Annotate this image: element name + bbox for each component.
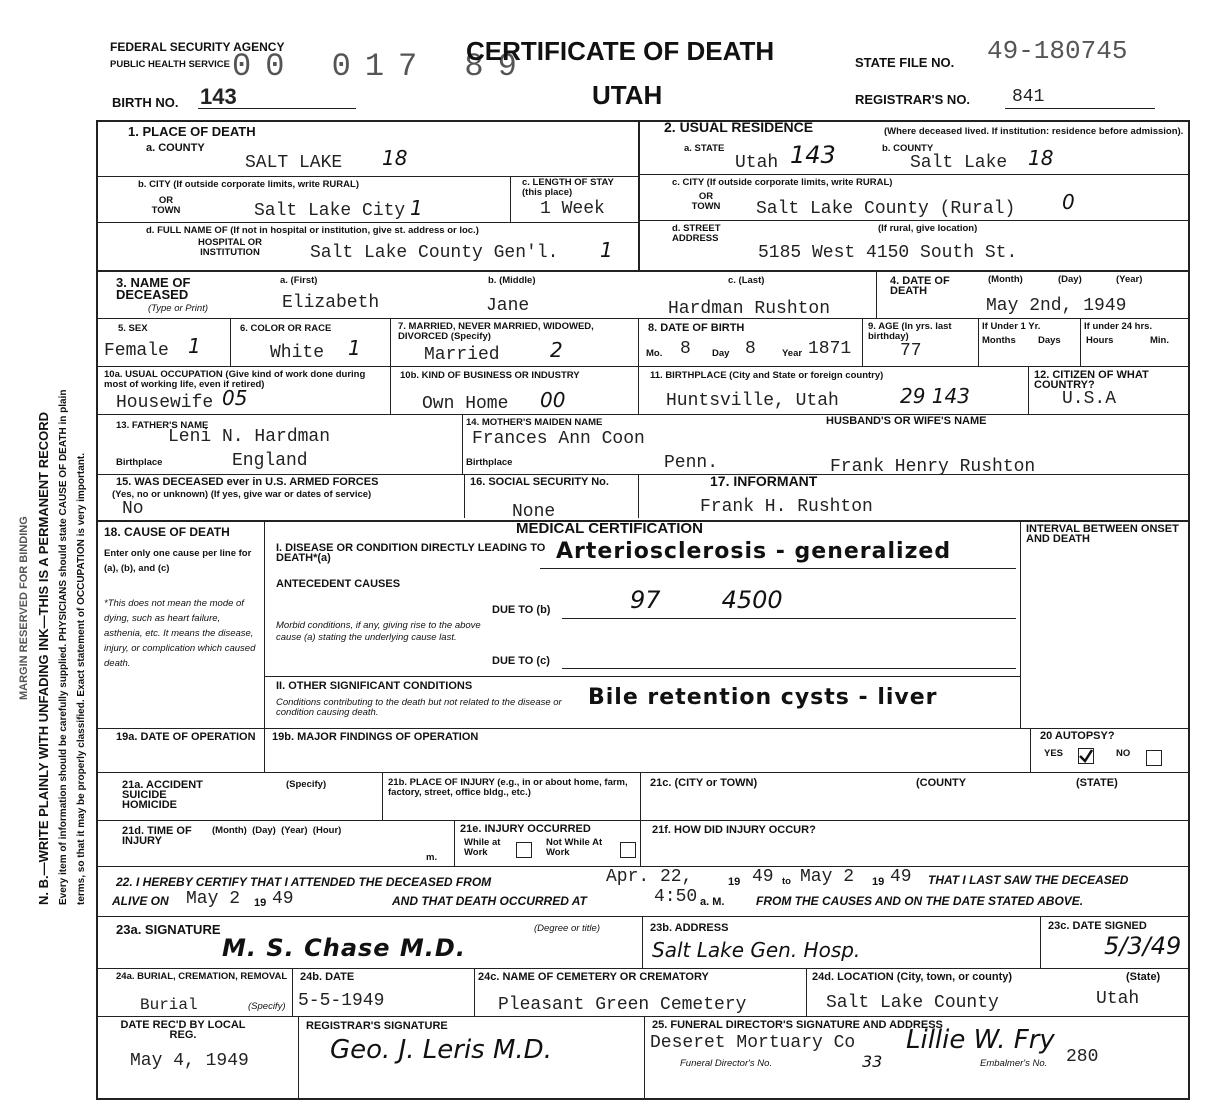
dob-mo-label: Mo. <box>646 348 663 359</box>
alive-on-label: ALIVE ON <box>112 894 169 908</box>
hospital-sublabel: HOSPITAL OR INSTITUTION <box>197 237 263 258</box>
due-b-label: DUE TO (b) <box>492 604 551 616</box>
physician-signature: M. S. Chase M.D. <box>222 934 466 962</box>
mother-birthplace-label: Birthplace <box>466 457 513 468</box>
citizen-value: U.S.A <box>1062 389 1117 409</box>
injury-time-label: 21d. TIME OF INJURY <box>122 825 192 847</box>
cert-19-b: 19 <box>872 876 885 888</box>
father-birthplace: England <box>232 451 308 471</box>
dob-month: 8 <box>680 339 691 359</box>
not-while-checkbox[interactable] <box>620 842 636 858</box>
injury-place-label: 21b. PLACE OF INJURY (e.g., in or about home, farm, factory, street, office bldg., etc.) <box>388 777 628 798</box>
occupation-value: Housewife <box>116 393 214 413</box>
dob-year: 1871 <box>808 339 852 359</box>
sex-code: 1 <box>188 334 201 358</box>
name-label: 3. NAME OF DECEASED <box>116 275 191 302</box>
state-title: UTAH <box>592 80 663 110</box>
death-day-label: (Day) <box>1058 274 1082 285</box>
injury-state-label: (STATE) <box>1076 777 1118 789</box>
part2-note: Conditions contributing to the death but not related to the disease or condition causing death. <box>276 697 562 718</box>
registrar-sig-label: REGISTRAR'S SIGNATURE <box>306 1020 448 1032</box>
birthplace-code: 29 143 <box>900 384 970 408</box>
mother-name: Frances Ann Coon <box>472 429 645 449</box>
industry-code: 00 <box>540 388 566 412</box>
state-file-label: STATE FILE NO. <box>855 55 955 70</box>
burial-specify: (Specify) <box>248 1001 286 1012</box>
while-at-work: While at Work <box>464 837 501 858</box>
dob-year-label: Year <box>782 348 803 359</box>
birthplace-value: Huntsville, Utah <box>666 391 839 411</box>
res-state-code: 143 <box>790 141 836 169</box>
autopsy-no-label: NO <box>1116 748 1131 759</box>
mother-birthplace: Penn. <box>664 453 719 473</box>
death-time: 4:50 <box>654 887 698 907</box>
medical-title: MEDICAL CERTIFICATION <box>516 520 703 537</box>
res-state-label: a. STATE <box>684 143 725 154</box>
hospital-name: Salt Lake County Gen'l. <box>310 243 559 263</box>
mother-label: 14. MOTHER'S MAIDEN NAME <box>466 417 603 428</box>
alive-on-year: 49 <box>272 889 294 909</box>
death-city-code: 1 <box>410 196 423 220</box>
registrar-signature: Geo. J. Leris M.D. <box>330 1035 552 1065</box>
res-city: Salt Lake County (Rural) <box>756 199 1016 219</box>
death-county: SALT LAKE <box>245 153 343 173</box>
embalmer-no: 280 <box>1066 1047 1099 1067</box>
embalmer-label: Embalmer's No. <box>980 1058 1048 1069</box>
res-street: 5185 West 4150 South St. <box>758 243 1018 263</box>
informant-label: 17. INFORMANT <box>710 473 818 489</box>
cause-label: 18. CAUSE OF DEATH <box>104 525 230 539</box>
part2-label: II. OTHER SIGNIFICANT CONDITIONS <box>276 680 473 692</box>
death-year-label: (Year) <box>1116 274 1143 285</box>
cert-text-2: THAT I LAST SAW THE DECEASED <box>928 873 1129 887</box>
other-conditions: Bile retention cysts - liver <box>588 685 938 710</box>
recd-date: May 4, 1949 <box>130 1051 249 1071</box>
residence-note: (Where deceased lived. If institution: residence before admission). <box>884 126 1184 137</box>
death-date-label: 4. DATE OF DEATH <box>890 275 950 297</box>
fd-no-label: Funeral Director's No. <box>680 1058 773 1069</box>
months-label: Months <box>982 335 1016 346</box>
ssn-value: None <box>512 502 556 522</box>
name-sublabel: (Type or Print) <box>148 303 209 314</box>
color-code: 1 <box>348 336 361 360</box>
city-or-town: OR TOWN <box>151 195 181 216</box>
margin-notice: N. B.—WRITE PLAINLY WITH UNFADING INK—THIS IS A PERMANENT RECORD <box>36 411 51 905</box>
cert-text-3: FROM THE CAUSES AND ON THE DATE STATED ABOVE. <box>756 894 1084 908</box>
forces-note: (Yes, no or unknown) (If yes, give war or dates of service) <box>112 489 372 500</box>
agency-label: FEDERAL SECURITY AGENCY <box>110 40 285 54</box>
burial-value: Burial <box>140 996 198 1014</box>
margin-binding: MARGIN RESERVED FOR BINDING <box>18 516 30 700</box>
due-c-label: DUE TO (c) <box>492 655 550 667</box>
death-city: Salt Lake City <box>254 201 406 221</box>
days-label: Days <box>1038 335 1061 346</box>
funeral-director-label: 25. FUNERAL DIRECTOR'S SIGNATURE AND ADDRESS <box>652 1019 943 1031</box>
cause-a: Arteriosclerosis - generalized <box>556 539 952 564</box>
death-county-code: 18 <box>382 146 408 170</box>
part1-label: I. DISEASE OR CONDITION DIRECTLY LEADING TO DEATH*(a) <box>276 542 546 564</box>
res-county-code: 18 <box>1028 146 1054 170</box>
marital-value: Married <box>424 345 500 365</box>
death-month-label: (Month) <box>988 274 1023 285</box>
cause-b: 97 4500 <box>630 586 783 614</box>
forces-label: 15. WAS DECEASED ever in U.S. ARMED FORCES <box>116 476 379 488</box>
injury-county-label: (COUNTY <box>916 777 967 789</box>
dob-label: 8. DATE OF BIRTH <box>648 322 745 334</box>
funeral-director-code: 33 <box>862 1052 883 1071</box>
forces-value: No <box>122 499 144 519</box>
attended-from-year: 49 <box>752 867 774 887</box>
accident-label: 21a. ACCIDENT SUICIDE HOMICIDE <box>122 779 203 811</box>
funeral-director: Deseret Mortuary Co <box>650 1033 856 1053</box>
not-while-at-work: Not While At Work <box>546 837 603 858</box>
place-of-death-label: 1. PLACE OF DEATH <box>128 124 256 139</box>
burial-label: 24a. BURIAL, CREMATION, REMOVAL <box>116 971 288 982</box>
res-county: Salt Lake <box>910 153 1008 173</box>
occupation-code: 05 <box>222 386 248 410</box>
stay-label: c. LENGTH OF STAY (this place) <box>522 177 614 198</box>
cert-19-a: 19 <box>728 876 741 888</box>
under24-label: If under 24 hrs. <box>1084 321 1153 332</box>
industry-label: 10b. KIND OF BUSINESS OR INDUSTRY <box>400 370 580 381</box>
cert-address-label: 23b. ADDRESS <box>650 922 729 934</box>
death-occurred-text: AND THAT DEATH OCCURRED AT <box>392 894 587 908</box>
date-signed: 5/3/49 <box>1104 932 1182 960</box>
burial-state: Utah <box>1096 989 1140 1009</box>
cert-address: Salt Lake Gen. Hosp. <box>652 938 861 962</box>
degree-label: (Degree or title) <box>534 923 600 934</box>
marital-label: 7. MARRIED, NEVER MARRIED, WIDOWED, DIVORCED (Specify) <box>398 321 594 342</box>
father-birthplace-label: Birthplace <box>116 457 163 468</box>
length-of-stay: 1 Week <box>540 199 605 219</box>
alive-on: May 2 <box>186 889 241 909</box>
res-county-label: b. COUNTY <box>882 143 934 154</box>
attended-to: May 2 <box>800 867 855 887</box>
stamped-number: 00 017 89 <box>232 48 531 85</box>
hours-label: Hours <box>1086 335 1114 346</box>
margin-instructions-2: terms, so that it may be properly classified. Exact statement of OCCUPATION is very important. <box>76 453 87 905</box>
accident-specify: (Specify) <box>286 779 327 790</box>
cemetery-value: Pleasant Green Cemetery <box>498 995 747 1015</box>
state-file-no: 49-180745 <box>987 36 1128 66</box>
service-label: PUBLIC HEALTH SERVICE <box>110 59 230 70</box>
cert-to-label: to <box>782 876 791 887</box>
color-label: 6. COLOR OR RACE <box>240 323 332 334</box>
birth-no-label: BIRTH NO. <box>112 95 179 110</box>
antecedent-label: ANTECEDENT CAUSES <box>276 578 401 590</box>
death-am: a. M. <box>700 896 725 908</box>
autopsy-yes-label: YES <box>1044 748 1064 759</box>
street-note: (If rural, give location) <box>878 223 978 234</box>
age-label: 9. AGE (In yrs. last birthday) <box>868 321 952 342</box>
while-at-work-checkbox[interactable] <box>516 842 532 858</box>
city-label: b. CITY (If outside corporate limits, write RURAL) <box>138 179 359 190</box>
cause-instruction: Enter only one cause per line for (a), (b), and (c) <box>104 548 252 574</box>
middle-label: b. (Middle) <box>488 275 536 286</box>
autopsy-no-checkbox[interactable] <box>1146 750 1162 766</box>
injury-city-label: 21c. (CITY or TOWN) <box>650 777 758 789</box>
county-label: a. COUNTY <box>146 142 205 154</box>
father-name: Leni N. Hardman <box>168 427 331 447</box>
last-label: c. (Last) <box>728 275 765 286</box>
date-signed-label: 23c. DATE SIGNED <box>1048 920 1147 932</box>
min-label: Min. <box>1150 335 1169 346</box>
birth-no: 143 <box>200 84 237 109</box>
cause-note: *This does not mean the mode of dying, such as heart failure, asthenia, etc. It means the disease, injury, or complication which caused death. <box>104 598 256 669</box>
father-label: 13. FATHER'S NAME <box>116 420 209 431</box>
cert-19-c: 19 <box>254 897 267 909</box>
burial-state-label: (State) <box>1126 971 1161 983</box>
recd-label: DATE REC'D BY LOCAL REG. <box>120 1019 246 1041</box>
first-name: Elizabeth <box>282 293 380 313</box>
signature-label: 23a. SIGNATURE <box>116 922 221 937</box>
how-injury-label: 21f. HOW DID INJURY OCCUR? <box>652 824 816 836</box>
informant-value: Frank H. Rushton <box>700 497 873 517</box>
first-label: a. (First) <box>280 275 318 286</box>
under1-label: If Under 1 Yr. <box>982 321 1041 332</box>
color-value: White <box>270 343 325 363</box>
funeral-director-signature: Lillie W. Fry <box>906 1025 1055 1055</box>
injury-time-cols: (Month) (Day) (Year) (Hour) <box>212 825 342 836</box>
residence-label: 2. USUAL RESIDENCE <box>664 119 814 135</box>
spouse-label: HUSBAND'S OR WIFE'S NAME <box>826 415 987 427</box>
injury-m-label: m. <box>426 852 438 863</box>
dob-day-label: Day <box>712 348 730 359</box>
check-icon <box>1079 749 1093 763</box>
burial-location-label: 24d. LOCATION (City, town, or county) <box>812 971 1013 983</box>
autopsy-label: 20 AUTOPSY? <box>1040 730 1115 742</box>
middle-name: Jane <box>486 296 530 316</box>
ssn-label: 16. SOCIAL SECURITY No. <box>470 476 609 488</box>
burial-location: Salt Lake County <box>826 993 999 1013</box>
burial-date: 5-5-1949 <box>298 991 385 1011</box>
autopsy-yes-checkbox[interactable] <box>1078 748 1094 764</box>
registrar-label: REGISTRAR'S NO. <box>855 92 971 107</box>
op-findings-label: 19b. MAJOR FINDINGS OF OPERATION <box>272 731 479 743</box>
industry-value: Own Home <box>422 394 509 414</box>
attended-from: Apr. 22, <box>606 867 693 887</box>
op-date-label: 19a. DATE OF OPERATION <box>116 731 256 743</box>
certificate-title: CERTIFICATE OF DEATH <box>466 36 775 66</box>
marital-code: 2 <box>550 338 563 362</box>
res-city-label: c. CITY (If outside corporate limits, write RURAL) <box>672 177 893 188</box>
hospital-label: d. FULL NAME OF (If not in hospital or institution, give st. address or loc.) <box>146 225 479 236</box>
sex-value: Female <box>104 341 169 361</box>
cert-text-1: 22. I HEREBY CERTIFY THAT I ATTENDED THE DECEASED FROM <box>116 875 492 889</box>
dob-day: 8 <box>745 339 756 359</box>
street-label: d. STREET ADDRESS <box>672 223 721 244</box>
occurred-label: 21e. INJURY OCCURRED <box>460 823 591 835</box>
res-state: Utah <box>735 153 779 173</box>
margin-instructions-1: Every item of information should be carefully supplied. PHYSICIANS should state CAUSE OF DEATH in plain <box>58 389 69 905</box>
birthplace-label: 11. BIRTHPLACE (City and State or foreign country) <box>650 370 884 381</box>
morbid-note: Morbid conditions, if any, giving rise to the above cause (a) stating the underlying cause last. <box>276 620 481 643</box>
spouse-name: Frank Henry Rushton <box>830 457 1036 477</box>
burial-date-label: 24b. DATE <box>300 971 355 983</box>
citizen-label: 12. CITIZEN OF WHAT COUNTRY? <box>1034 369 1149 391</box>
sex-label: 5. SEX <box>118 323 148 334</box>
registrar-no: 841 <box>1012 87 1045 107</box>
last-name: Hardman Rushton <box>668 299 831 319</box>
attended-to-year: 49 <box>890 867 912 887</box>
age-value: 77 <box>900 341 922 361</box>
res-or-town: OR TOWN <box>691 191 721 212</box>
death-date: May 2nd, 1949 <box>986 296 1127 316</box>
interval-label: INTERVAL BETWEEN ONSET AND DEATH <box>1026 523 1179 545</box>
occupation-label: 10a. USUAL OCCUPATION (Give kind of work done during most of working life, even if retired) <box>104 369 366 390</box>
res-city-code: 0 <box>1062 190 1075 214</box>
hospital-code: 1 <box>600 238 613 262</box>
cemetery-label: 24c. NAME OF CEMETERY OR CREMATORY <box>478 971 709 983</box>
